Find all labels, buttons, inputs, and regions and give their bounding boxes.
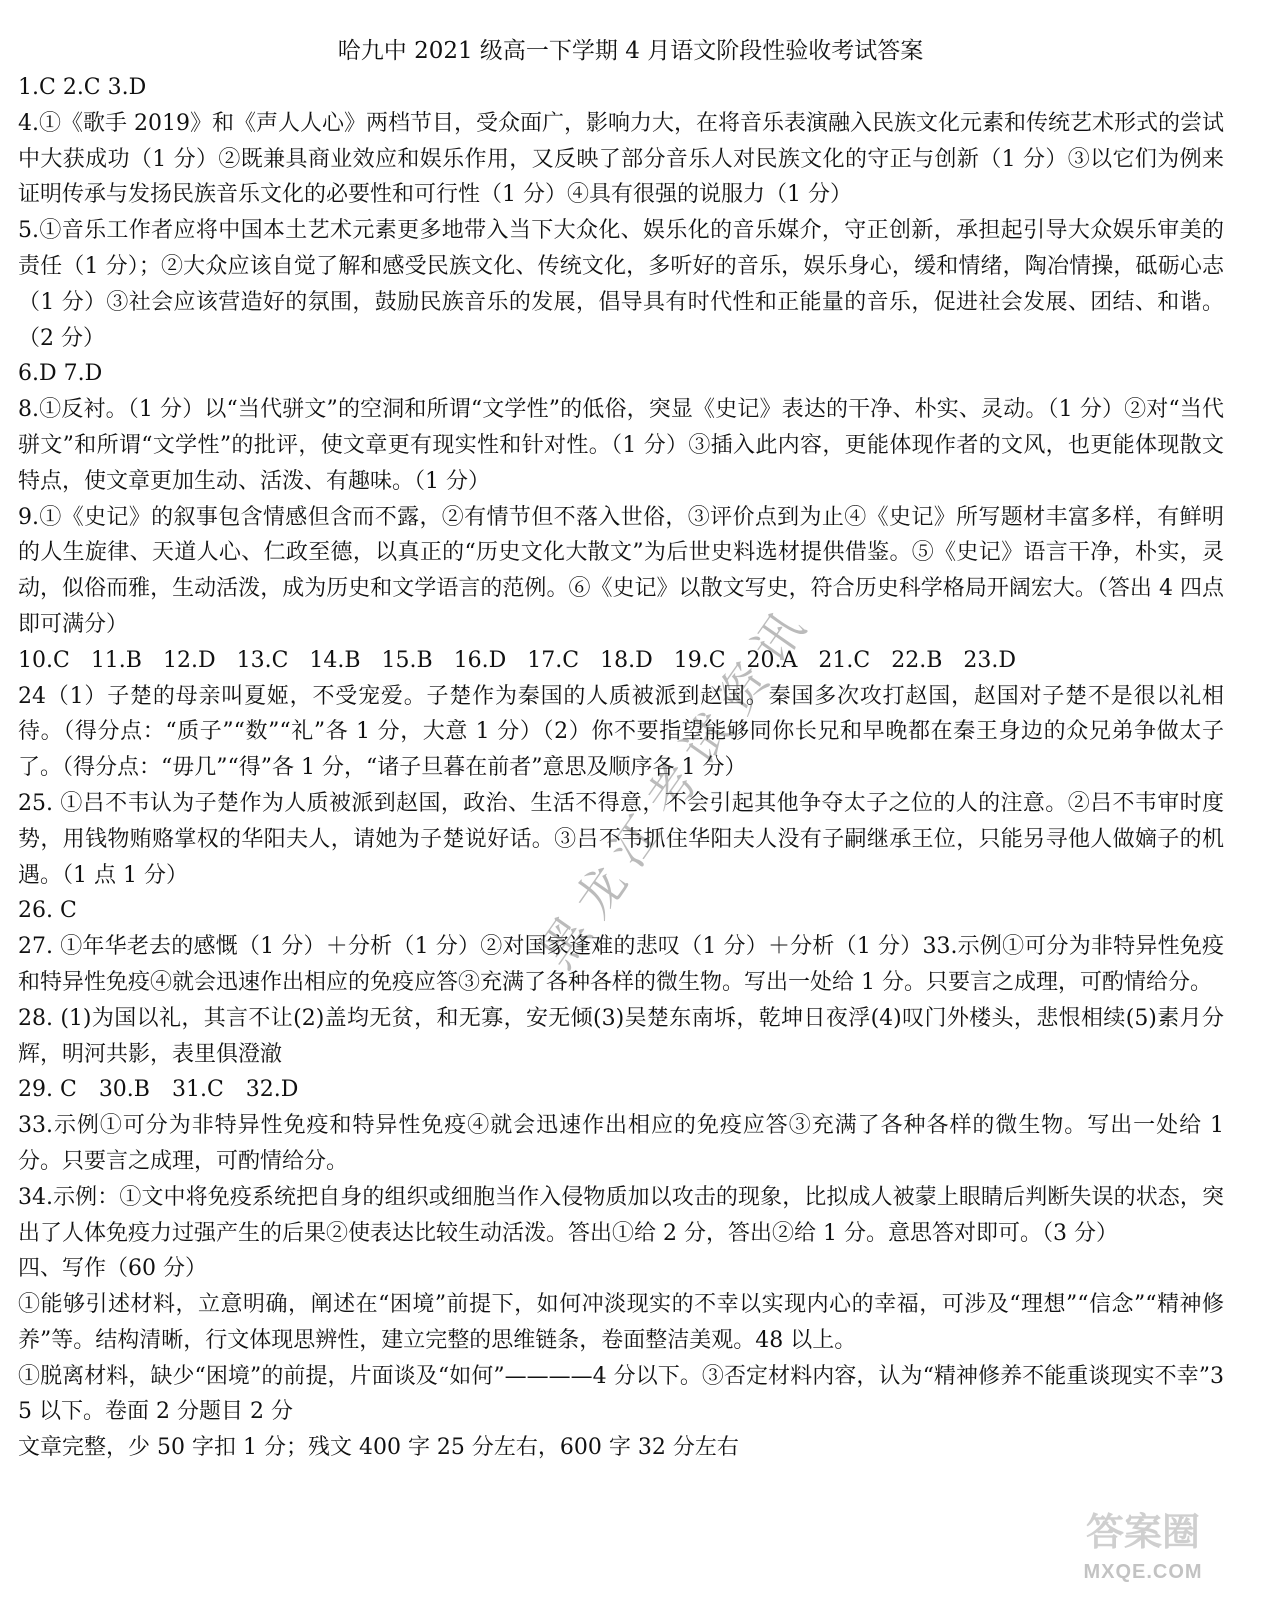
answer-10-23: 10.C 11.B 12.D 13.C 14.B 15.B 16.D 17.C 18.D 19.C 20.A 21.C 22.B 23.D xyxy=(18,647,1017,673)
logo-url: MXQE.COM xyxy=(1083,1561,1203,1583)
writing-criteria-3: 文章完整，少 50 字扣 1 分；残文 400 字 25 分左右，600 字 32 分左右 xyxy=(18,1435,739,1461)
document-title: 哈九中 2021 级高一下学期 4 月语文阶段性验收考试答案 xyxy=(337,38,924,64)
answer-28: 28. (1)为国以礼，其言不让(2)盖均无贫，和无寡，安无倾(3)吴楚东南坼，乾坤日夜浮(4)叹门外楼头，悲恨相续(5)素月分辉，明河共影，表里俱澄澈 xyxy=(18,1005,1224,1067)
section-writing-heading: 四、写作（60 分） xyxy=(18,1256,207,1282)
site-logo xyxy=(1053,1506,1233,1586)
answer-8: 8.①反衬。（1 分）以“当代骈文”的空洞和所谓“文学性”的低俗，突显《史记》表达的干净、朴实、灵动。（1 分）②对“当代骈文”和所谓“文学性”的批评，使文章更有现实性和针对性。（1 分）③插入此内容，更能体现作者的文风，也更能体现散文特点，使文章更加生动、活泼、有趣味。（1 分） xyxy=(18,397,1224,494)
answer-9: 9.①《史记》的叙事包含情感但含而不露，②有情节但不落入世俗，③评价点到为止④《史记》所写题材丰富多样，有鲜明的人生旋律、天道人心、仁政至德，以真正的“历史文化大散文”为后世史料选材提供借鉴。⑤《史记》语言干净，朴实，灵动，似俗而雅，生动活泼，成为历史和文学语言的范例。⑥《史记》以散文写史，符合历史科学格局开阔宏大。（答出 4 四点即可满分） xyxy=(18,504,1224,637)
answer-26: 26. C xyxy=(18,898,77,924)
answer-24: 24（1）子楚的母亲叫夏姬，不受宠爱。子楚作为秦国的人质被派到赵国。秦国多次攻打赵国，赵国对子楚不是很以礼相待。（得分点：“质子”“数”“礼”各 1 分，大意 1 分）（2）你不要指望能够同你长兄和早晚都在秦王身边的众兄弟争做太子了。（得分点：“毋几”“得”各 1 分，“诸子旦暮在前者”意思及顺序各 1 分） xyxy=(18,683,1224,781)
logo-mark: 答案圈 xyxy=(1085,1510,1200,1554)
answer-4: 4.①《歌手 2019》和《声人人心》两档节目，受众面广，影响力大，在将音乐表演融入民族文化元素和传统艺术形式的尝试中大获成功（1 分）②既兼具商业效应和娱乐作用，又反映了部分音乐人对民族文化的守正与创新（1 分）③以它们为例来证明传承与发扬民族音乐文化的必要性和可行性（1 分）④具有很强的说服力（1 分） xyxy=(18,110,1224,208)
answer-5: 5.①音乐工作者应将中国本土艺术元素更多地带入当下大众化、娱乐化的音乐媒介，守正创新，承担起引导大众娱乐审美的责任（1 分）；②大众应该自觉了解和感受民族文化、传统文化，多听好的音乐，娱乐身心，缓和情绪，陶冶情操，砥砺心志（1 分）③社会应该营造好的氛围，鼓励民族音乐的发展，倡导具有时代性和正能量的音乐，促进社会发展、团结、和谐。（2 分） xyxy=(18,218,1224,351)
answer-25: 25. ①吕不韦认为子楚作为人质被派到赵国，政治、生活不得意，不会引起其他争夺太子之位的人的注意。②吕不韦审时度势，用钱物贿赂掌权的华阳夫人，请她为子楚说好话。③吕不韦抓住华阳夫人没有子嗣继承王位，只能另寻他人做嫡子的机遇。（1 点 1 分） xyxy=(18,790,1224,888)
answer-29-32: 29. C 30.B 31.C 32.D xyxy=(18,1077,299,1103)
watermark-text: 黑龙江考试资讯 xyxy=(529,590,824,979)
answer-6-7: 6.D 7.D xyxy=(18,361,103,387)
answer-34: 34.示例：①文中将免疫系统把自身的组织或细胞当作入侵物质加以攻击的现象，比拟成人被蒙上眼睛后判断失误的状态，突出了人体免疫力过强产生的后果②使表达比较生动活泼。答出①给 2 分，答出②给 1 分。意思答对即可。（3 分） xyxy=(18,1184,1224,1246)
answer-content xyxy=(18,70,1224,1466)
answer-33: 33.示例①可分为非特异性免疫和特异性免疫④就会迅速作出相应的免疫应答③充满了各种各样的微生物。写出一处给 1 分。只要言之成理，可酌情给分。 xyxy=(18,1113,1224,1174)
writing-criteria-2: ①脱离材料，缺少“困境”的前提，片面谈及“如何”————4 分以下。③否定材料内容，认为“精神修养不能重谈现实不幸”35 以下。卷面 2 分题目 2 分 xyxy=(18,1363,1224,1425)
writing-criteria-1: ①能够引述材料，立意明确，阐述在“困境”前提下，如何冲淡现实的不幸以实现内心的幸福，可涉及“理想”“信念”“精神修养”等。结构清晰，行文体现思辨性，建立完整的思维链条，卷面整洁美观。48 以上。 xyxy=(18,1292,1224,1353)
answer-27: 27. ①年华老去的感慨（1 分）＋分析（1 分）②对国家逢难的悲叹（1 分）＋分析（1 分）33.示例①可分为非特异性免疫和特异性免疫④就会迅速作出相应的免疫应答③充满了各种各样的微生物。写出一处给 1 分。只要言之成理，可酌情给分。 xyxy=(18,934,1224,995)
answer-1-3: 1.C 2.C 3.D xyxy=(18,75,147,100)
